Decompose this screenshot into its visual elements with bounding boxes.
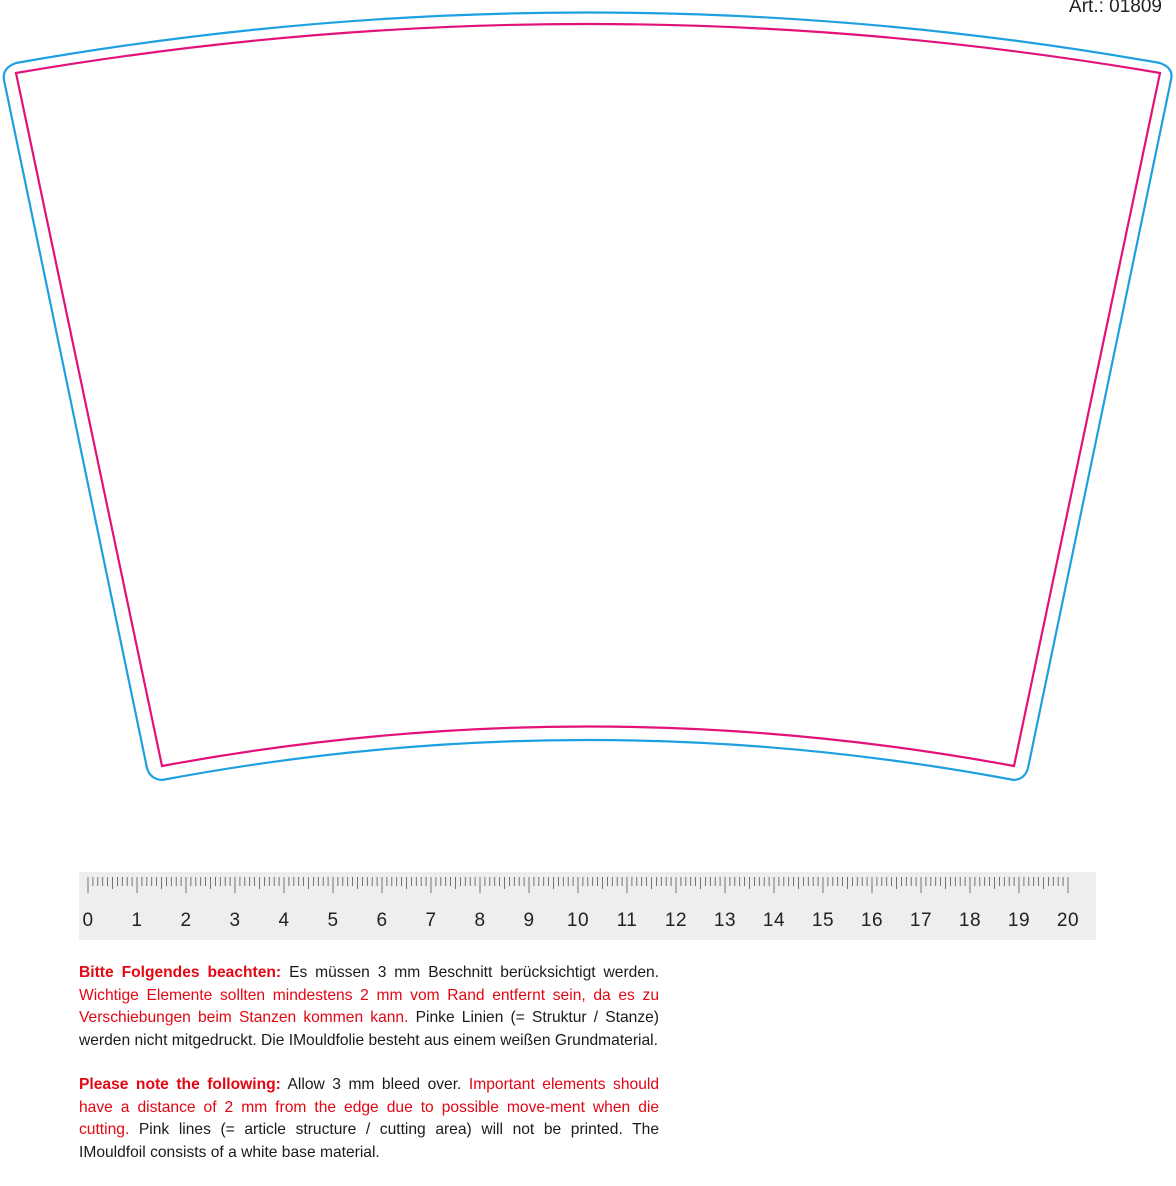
ruler-label: 4 bbox=[278, 910, 290, 931]
notes-german-warning: Wichtige Elemente sollten mindestens 2 mm vom Rand entfernt sein, da es zu Verschiebungen beim Stanzen kommen kann. bbox=[79, 986, 659, 1026]
ruler-label: 5 bbox=[327, 910, 339, 931]
ruler-label: 17 bbox=[909, 910, 933, 931]
notes-english-heading: Please note the following: bbox=[79, 1076, 281, 1093]
ruler-label: 1 bbox=[131, 910, 143, 931]
ruler-label: 15 bbox=[811, 910, 835, 931]
cut-outline bbox=[16, 24, 1160, 766]
notes-german-text2: Pinke Linien (= Struktur / Stanze) werden nicht mitgedruckt. Die IMouldfolie besteht aus einem weißen Grundmaterial. bbox=[79, 1009, 659, 1049]
ruler-label: 14 bbox=[762, 910, 786, 931]
ruler-label: 16 bbox=[860, 910, 884, 931]
article-number: Art.: 01809 bbox=[1069, 0, 1162, 17]
print-notes bbox=[79, 962, 659, 1186]
ruler-label: 19 bbox=[1007, 910, 1031, 931]
ruler-label: 0 bbox=[82, 910, 94, 931]
notes-german-heading: Bitte Folgendes beachten: bbox=[79, 964, 282, 981]
notes-german bbox=[79, 962, 659, 1052]
notes-german-text1: Es müssen 3 mm Beschnitt berücksichtigt werden. bbox=[281, 964, 660, 981]
notes-english-text2: Pink lines (= article structure / cutting area) will not be printed. The IMouldfoil consists of a white base material. bbox=[79, 1121, 659, 1161]
ruler-label: 10 bbox=[566, 910, 590, 931]
ruler-label: 2 bbox=[180, 910, 192, 931]
ruler-label: 6 bbox=[376, 910, 388, 931]
ruler-label: 18 bbox=[958, 910, 982, 931]
ruler-label: 9 bbox=[523, 910, 535, 931]
ruler bbox=[79, 872, 1096, 940]
ruler-label: 7 bbox=[425, 910, 437, 931]
ruler-label: 20 bbox=[1056, 910, 1080, 931]
notes-english bbox=[79, 1074, 659, 1164]
ruler-label: 3 bbox=[229, 910, 241, 931]
notes-english-warning: Important elements should have a distance of 2 mm from the edge due to possible move-ment when die cutting. bbox=[79, 1076, 660, 1138]
ruler-label: 12 bbox=[664, 910, 688, 931]
ruler-label: 11 bbox=[616, 910, 638, 931]
ruler-label: 8 bbox=[474, 910, 486, 931]
bleed-outline bbox=[4, 13, 1172, 781]
notes-english-text1: Allow 3 mm bleed over. bbox=[280, 1076, 469, 1093]
ruler-label: 13 bbox=[713, 910, 737, 931]
